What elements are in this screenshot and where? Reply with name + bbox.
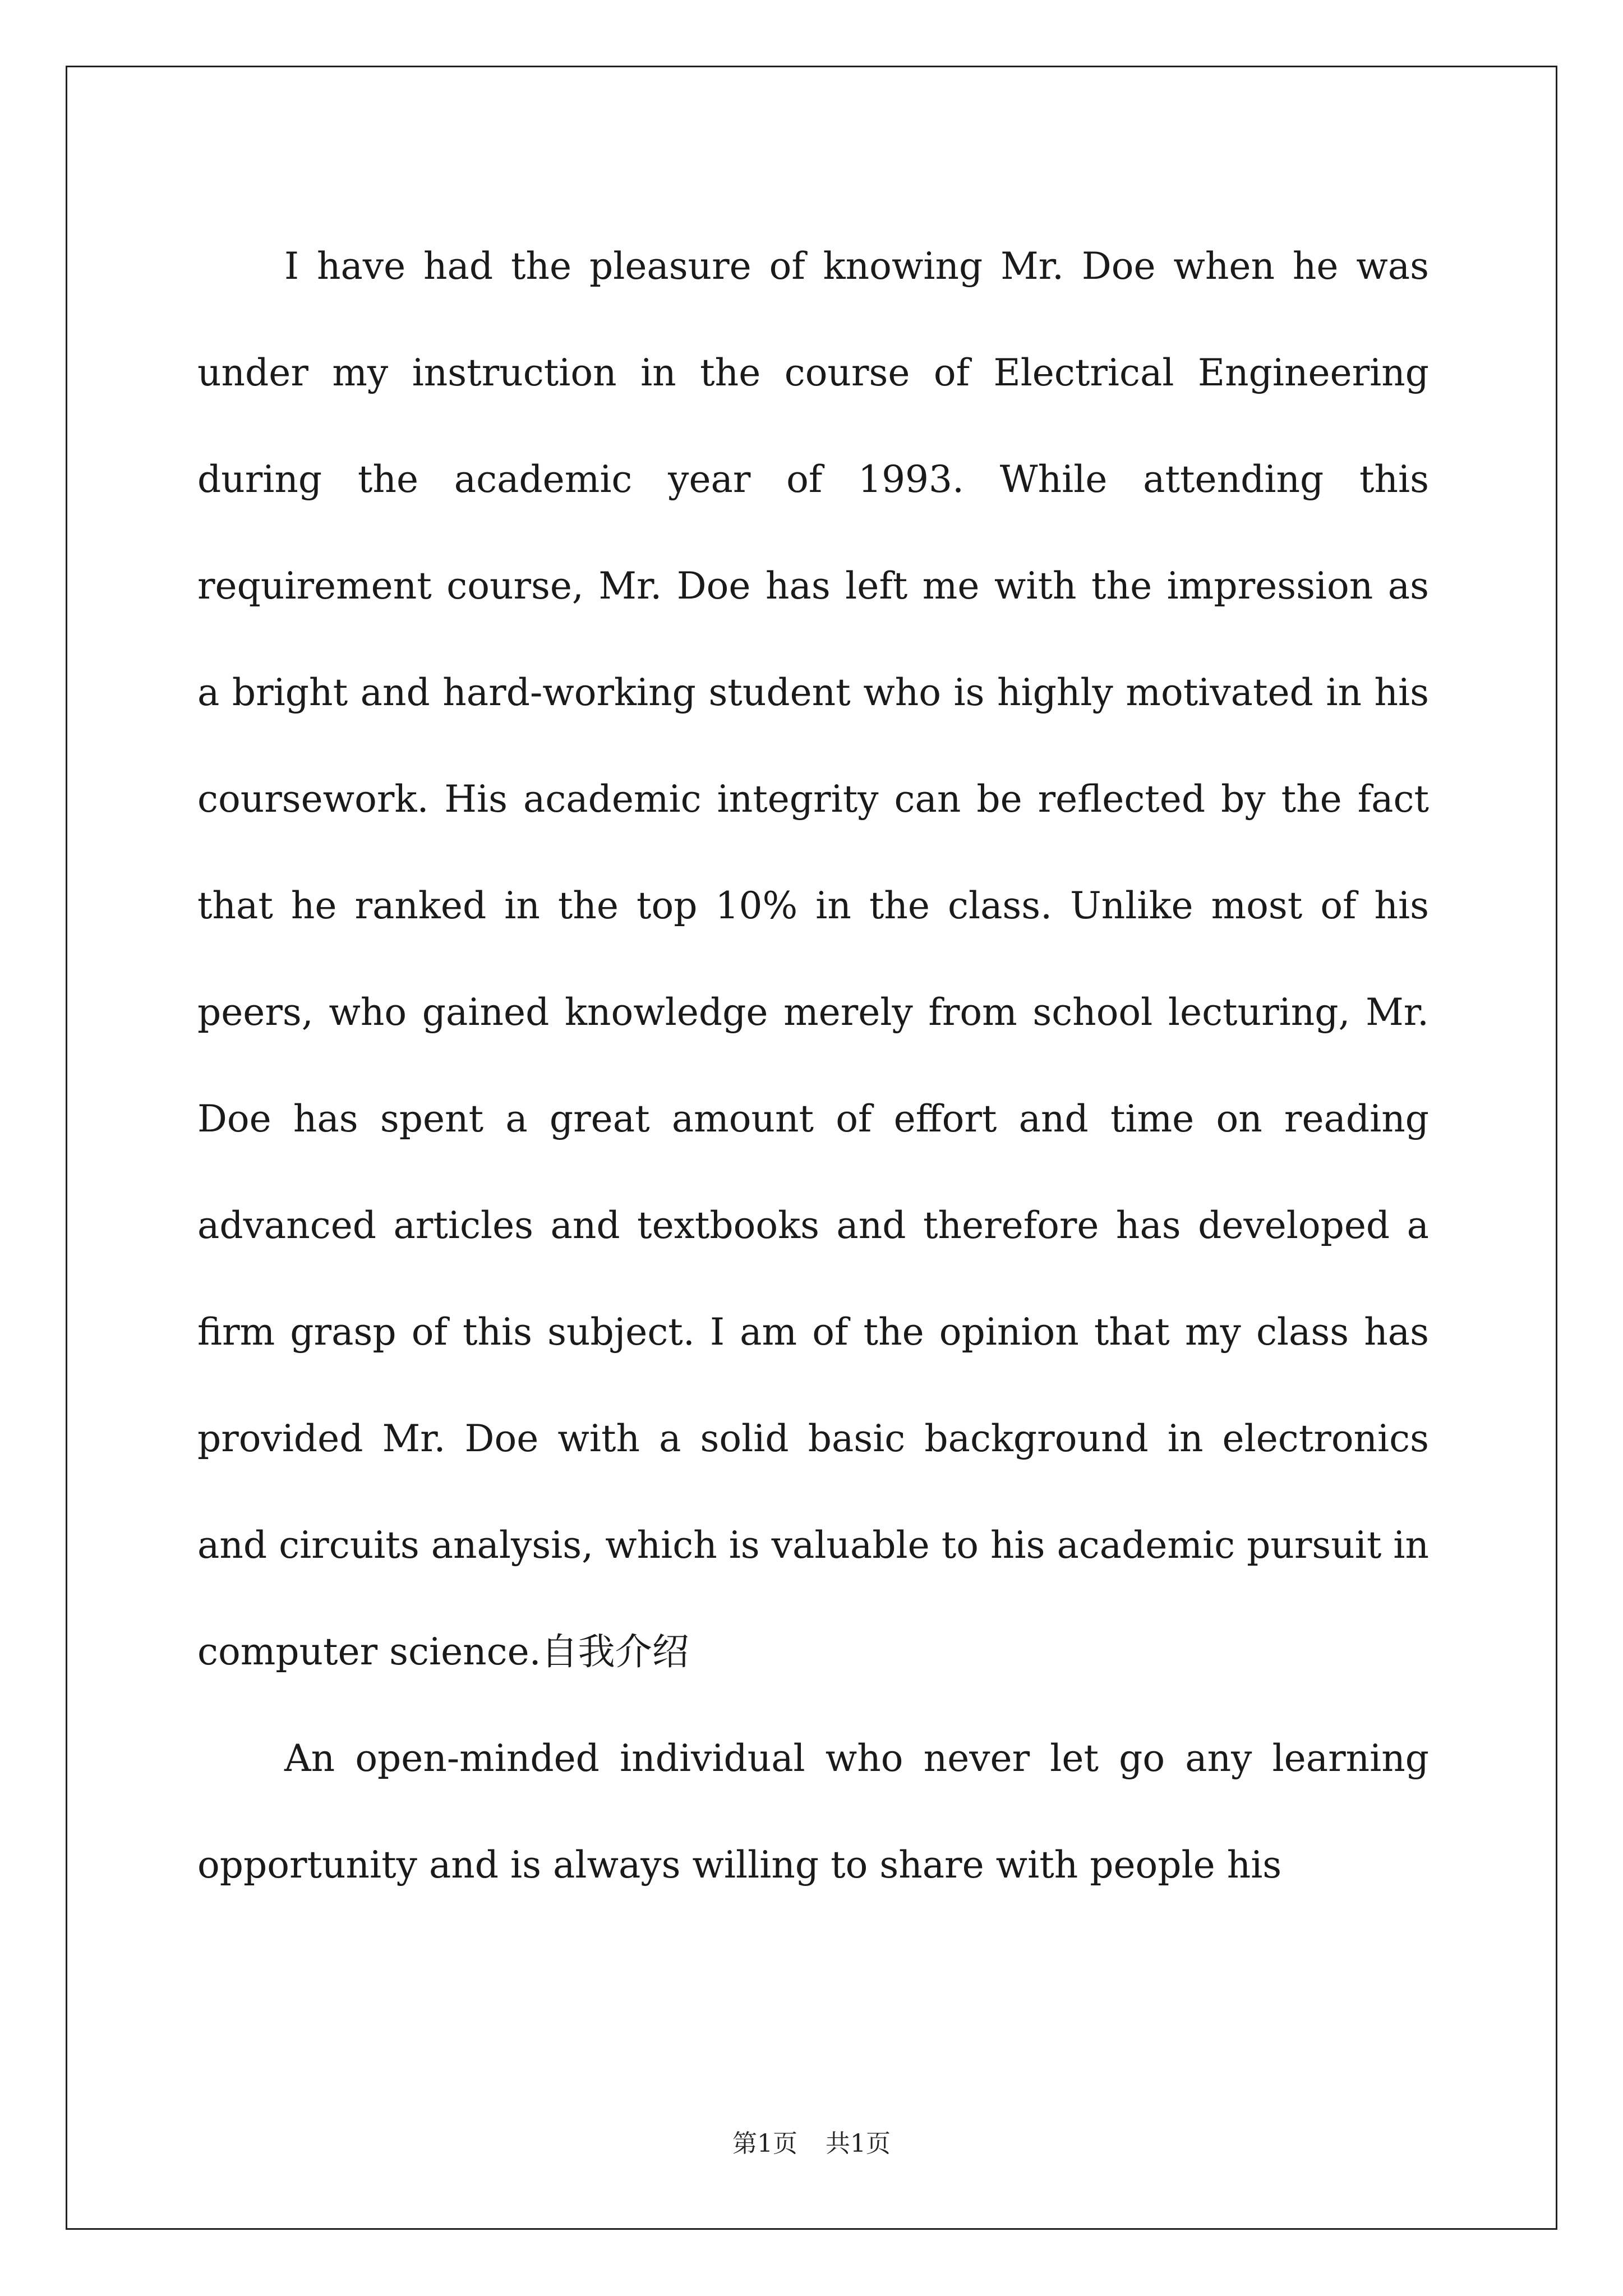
paragraph-2: An open-minded individual who never let go any learning opportunity and is always willing to share with people his (197, 1737, 1429, 1887)
paragraph-1: I have had the pleasure of knowing Mr. Doe when he was under my instruction in the course of Electrical Engineering during the academic year of 1993. While attending this requirement course, Mr. Doe has left me with the impression as a bright and hard-working student who is highly motivated in his coursework. His academic integrity can be reflected by the fact that he ranked in the top 10% in the class. Unlike most of his peers, who gained knowledge merely from school lecturing, Mr. Doe has spent a great amount of effort and time on reading advanced articles and textbooks and therefore has developed a firm grasp of this subject. I am of the opinion that my class has provided Mr. Doe with a solid basic background in electronics and circuits analysis, which is valuable to his academic pursuit in computer science.自我介绍 (197, 245, 1429, 1673)
page-footer (0, 2123, 1623, 2159)
page-number-total: 共1页 (826, 2129, 891, 2158)
page-number-current: 第1页 (732, 2129, 797, 2158)
document-body (197, 213, 1429, 1918)
